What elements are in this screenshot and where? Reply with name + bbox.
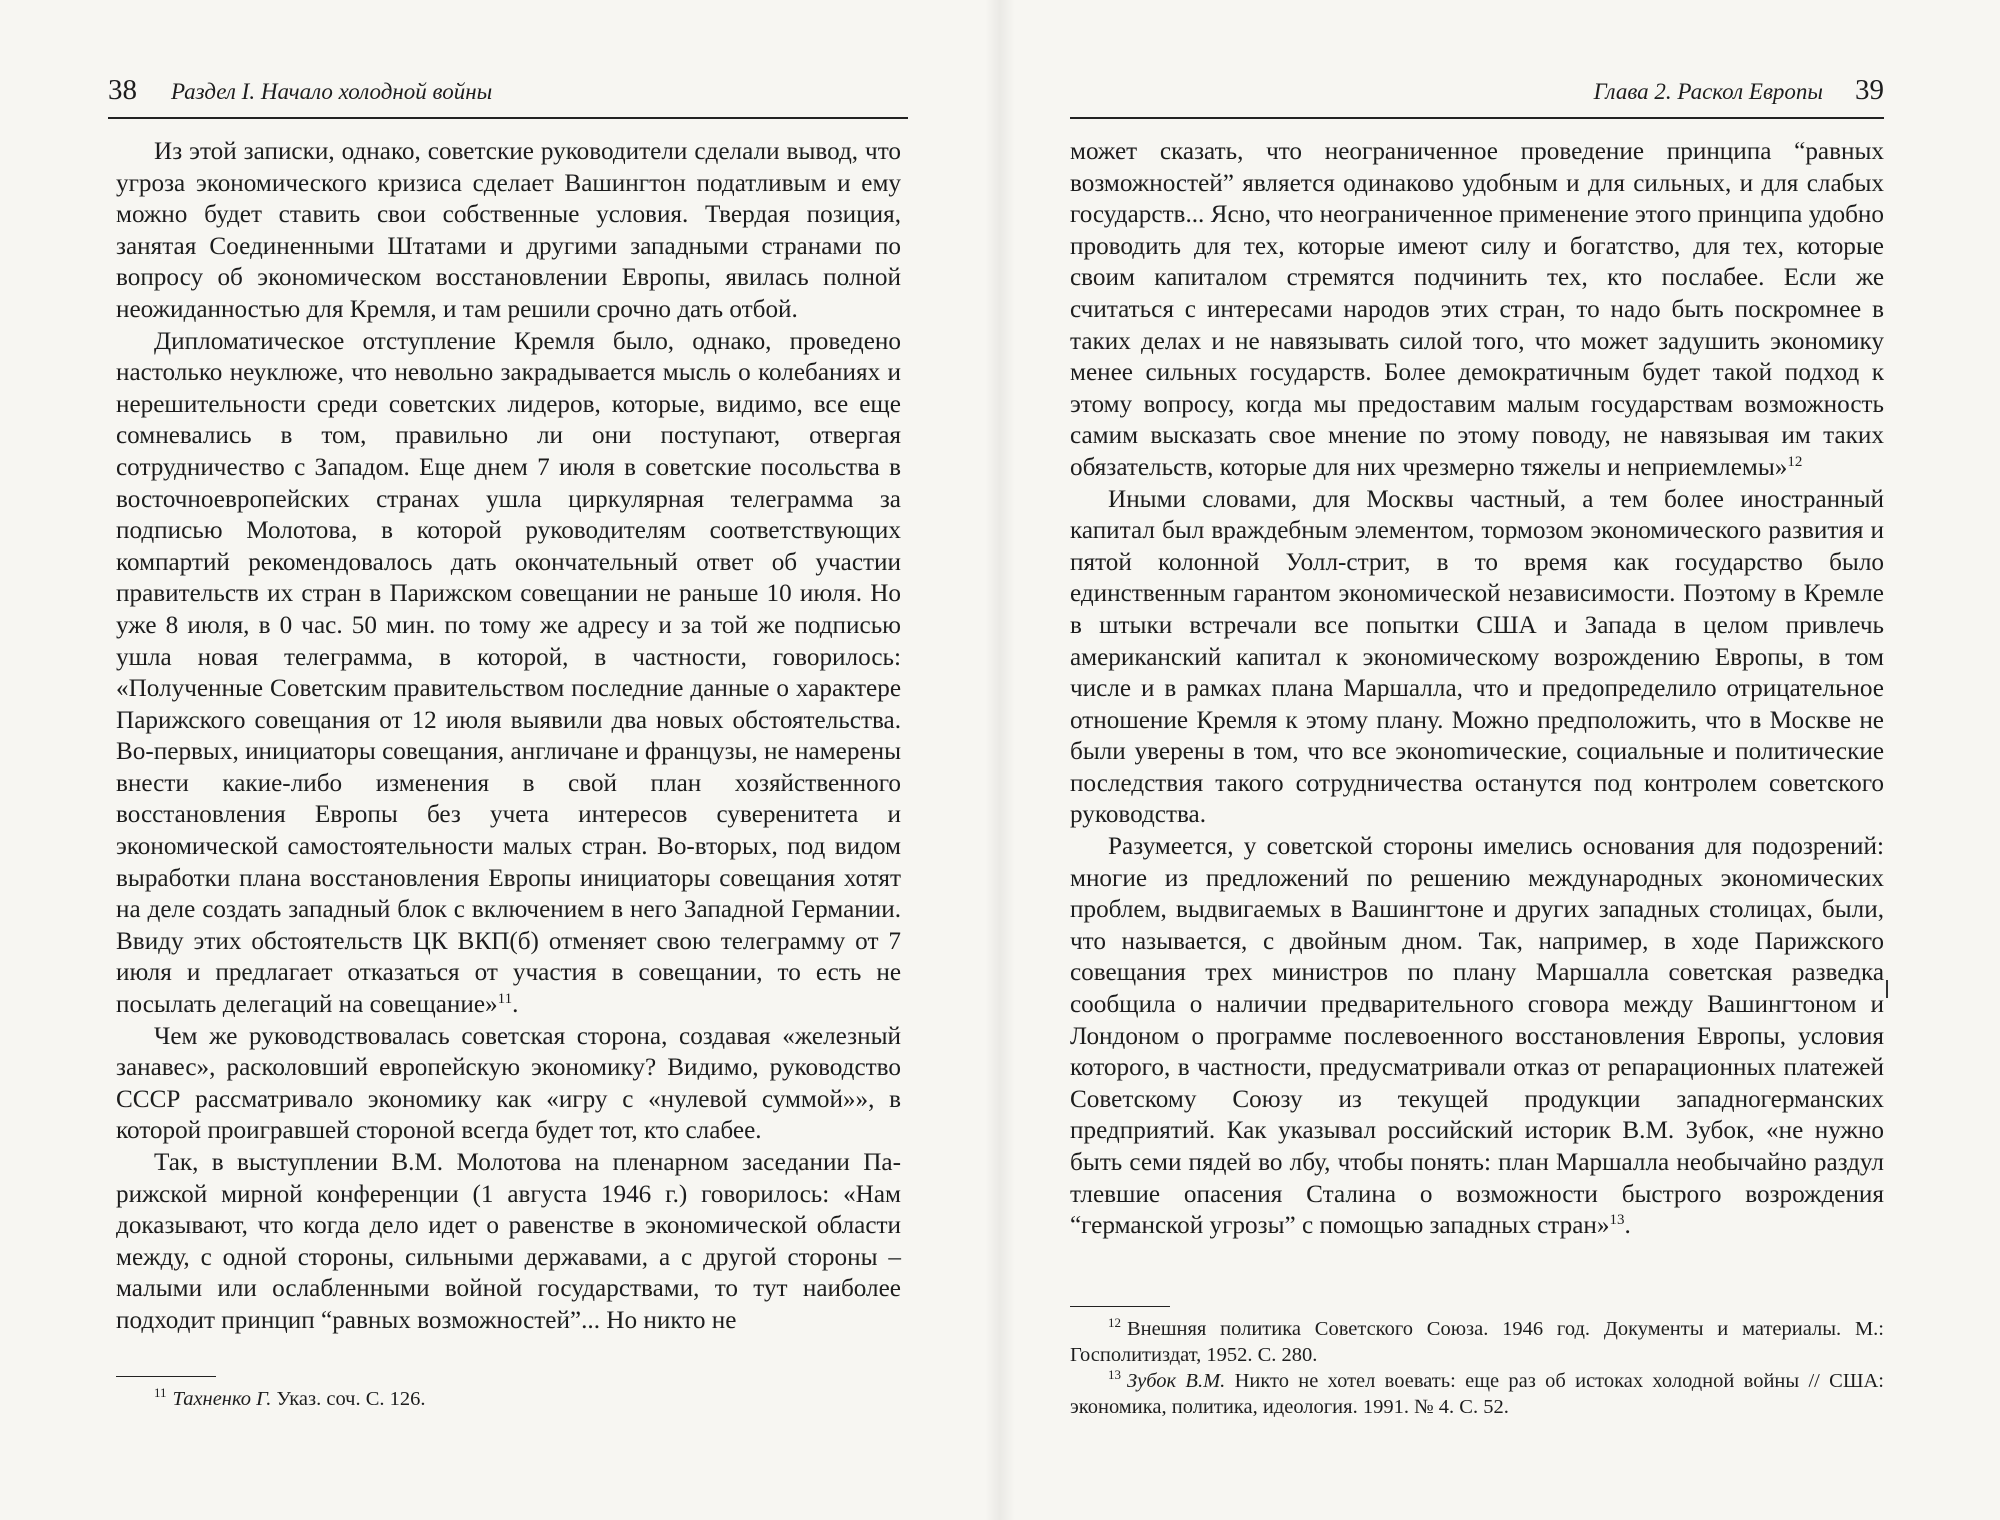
page-number: 38 — [108, 74, 137, 106]
header-rule — [108, 117, 908, 119]
footnote-author: Зубок В.М. — [1127, 1370, 1226, 1392]
footnote — [1070, 1316, 1884, 1368]
footnotes — [1070, 1316, 1884, 1420]
footnote-ref[interactable]: 12 — [1787, 453, 1803, 470]
header-rule — [1070, 117, 1884, 119]
paragraph: Так, в выступлении В.М. Молотова на пленарном заседании Парижской мирной конференции (1 августа 1946 г.) говорилось: «Нам доказывают, что когда дело идет о равенстве в экономической области между, с одной стороны, сильными державами, а с другой стороны – малыми или ослабленными войной государствами, то тут наиболее подходит принцип “равных возможностей”... Но никто не — [116, 1149, 901, 1334]
footnote — [1070, 1368, 1884, 1420]
paragraph: Разумеется, у советской стороны имелись основания для подозрений: многие из предложений по решению международных экономических проблем, выдвигаемых в Вашингтоне и других западных столицах, были, что называется, с двойным дном. Так, например, в ходе Парижского совещания трех министров по плану Маршалла советская разведка сообщила о наличии предварительного сговора между Вашингтоном и Лондоном о программе послевоенного восстановления Европы, условия которого, в частности, предусматривали отказ от репарационных платежей Советскому Союзу из текущей продукции западногерманских предприятий. Как указывал российский историк В.М. Зубок, «не нужно быть семи пядей во лбу, чтобы понять: план Маршалла необычайно раздул тлевшие опасения Сталина о возможности быстрого возрождения “германской угрозы” с помощью западных стран»$^{13}$. — [1070, 833, 1884, 1240]
footnote-rule — [1070, 1306, 1170, 1307]
footnote-author: Тахненко Г. — [172, 1388, 272, 1410]
left-running-head — [108, 74, 908, 118]
footnote-number: 11 — [154, 1385, 167, 1400]
page-number: 39 — [1855, 74, 1884, 106]
right-body-text — [1070, 136, 1884, 1242]
footnote-text: Никто не хотел воевать: еще раз об истоках холодной войны // США: экономика, политика, идеология. 1991. № 4. С. 52. — [1070, 1370, 1884, 1418]
margin-mark — [1886, 980, 1888, 998]
right-running-head — [1070, 74, 1884, 118]
left-body-text — [116, 136, 901, 1337]
paragraph: может сказать, что неограниченное проведение принципа “равных возможностей” является одинаково удобным и для сильных, и для слабых государств... Ясно, что неограниченное применение этого принципа удобно проводить для тех, которые имеют силу и богатство, для тех, которые своим капиталом стремятся подчинить тех, кто послабее. Если же считаться с интересами народов этих стран, то надо быть поскромнее в таких делах и не навязывать силой того, что может задушить экономику менее сильных государств. Более демократичным будет такой подход к этому вопросу, когда мы предоставим малым государствам возможность самим высказать свое мнение по этому поводу, не навязывая им таких обязательств, которые для них чрезмерно тяжелы и неприемлемы»$^{12}$ — [1070, 138, 1884, 481]
footnote-ref[interactable]: 11 — [497, 991, 513, 1008]
footnote-text: Указ. соч. С. 126. — [271, 1388, 426, 1410]
footnote-number: 13 — [1108, 1367, 1121, 1382]
section-title: Раздел I. Начало холодной войны — [171, 79, 493, 104]
paragraph: Чем же руководствовалась советская сторона, создавая «железный занавес», расколовший европейскую экономику? Видимо, руководство СССР рассматривало экономику как «игру с «нулевой суммой»», в которой проигравшей стороной всегда будет тот, кто слабее. — [116, 1022, 901, 1145]
footnote-rule — [116, 1376, 216, 1377]
right-page — [1000, 0, 2000, 1520]
paragraph: Из этой записки, однако, советские руководители сделали вывод, что угроза экономического кризиса сделает Вашингтон податливым и ему можно будет ставить свои собственные условия. Твердая позиция, занятая Соединенными Штатами и другими западными странами по вопросу об экономическом восстановлении Европы, явилась полной неожиданностью для Кремля, и там решили срочно дать отбой. — [116, 138, 901, 323]
paragraph: Дипломатическое отступление Кремля было, однако, проведено настолько неуклюже, что невольно закрадывается мысль о колебаниях и нерешительности среди советских лидеров, которые, видимо, все еще сомневались в том, правильно ли они поступают, отвергая сотрудничество с Западом. Еще днем 7 июля в советские посольства в восточноевропейских странах ушла циркулярная телеграмма за подписью Молотова, в которой руководителям соответствующих компартий рекомендовалось дать окончательный ответ об участии правительств их стран в Парижском совещании не раньше 10 июля. Но уже 8 июля, в 0 час. 50 мин. по тому же адресу и за той же подписью ушла новая телеграмма, в которой, в частности, говорилось: «Полученные Советским правительством последние данные о характере Парижского совещания от 12 июля выявили два новых обстоятельства. Во-первых, инициаторы совещания, англичане и французы, не намерены внести какие-либо изменения в свой план хозяйственного восстановления Европы без учета интересов суверенитета и экономической самостоятельности малых стран. Во-вторых, под видом выработки плана восстановления Европы инициаторы совещания хотят на деле создать западный блок с включением в него Западной Германии. Ввиду этих обстоятельств ЦК ВКП(б) отменяет свою телеграмму от 7 июля и предлагает отказаться от участия в совещании, то есть не посылать делегаций на совещание»$^{11}$. — [116, 327, 901, 1019]
footnote-text: Внешняя политика Советского Союза. 1946 год. Документы и материалы. М.: Госполитиздат, 1952. С. 280. — [1070, 1318, 1884, 1366]
footnote — [116, 1386, 901, 1412]
chapter-title: Глава 2. Раскол Европы — [1593, 79, 1823, 104]
footnote-ref[interactable]: 13 — [1609, 1212, 1625, 1229]
paragraph: Иными словами, для Москвы частный, а тем более иностранный капитал был враждебным элементом, тормозом экономического развития и пятой колонной Уолл-стрит, в то время как государство было единственным гарантом экономической независимости. Поэтому в Кремле в штыки встречали все попытки США и Запада в целом привлечь американский капитал к экономическому возрождению Европы, в том числе и в рамках плана Маршалла, что и предопределило отрицательное отношение Кремля к этому плану. Можно предположить, что в Москве не были уверены в том, что все эконоmические, социальные и политические последствия такого сотрудничества останутся под контролем советского руководства. — [1070, 485, 1884, 829]
footnote-number: 12 — [1108, 1315, 1121, 1330]
footnotes — [116, 1386, 901, 1412]
